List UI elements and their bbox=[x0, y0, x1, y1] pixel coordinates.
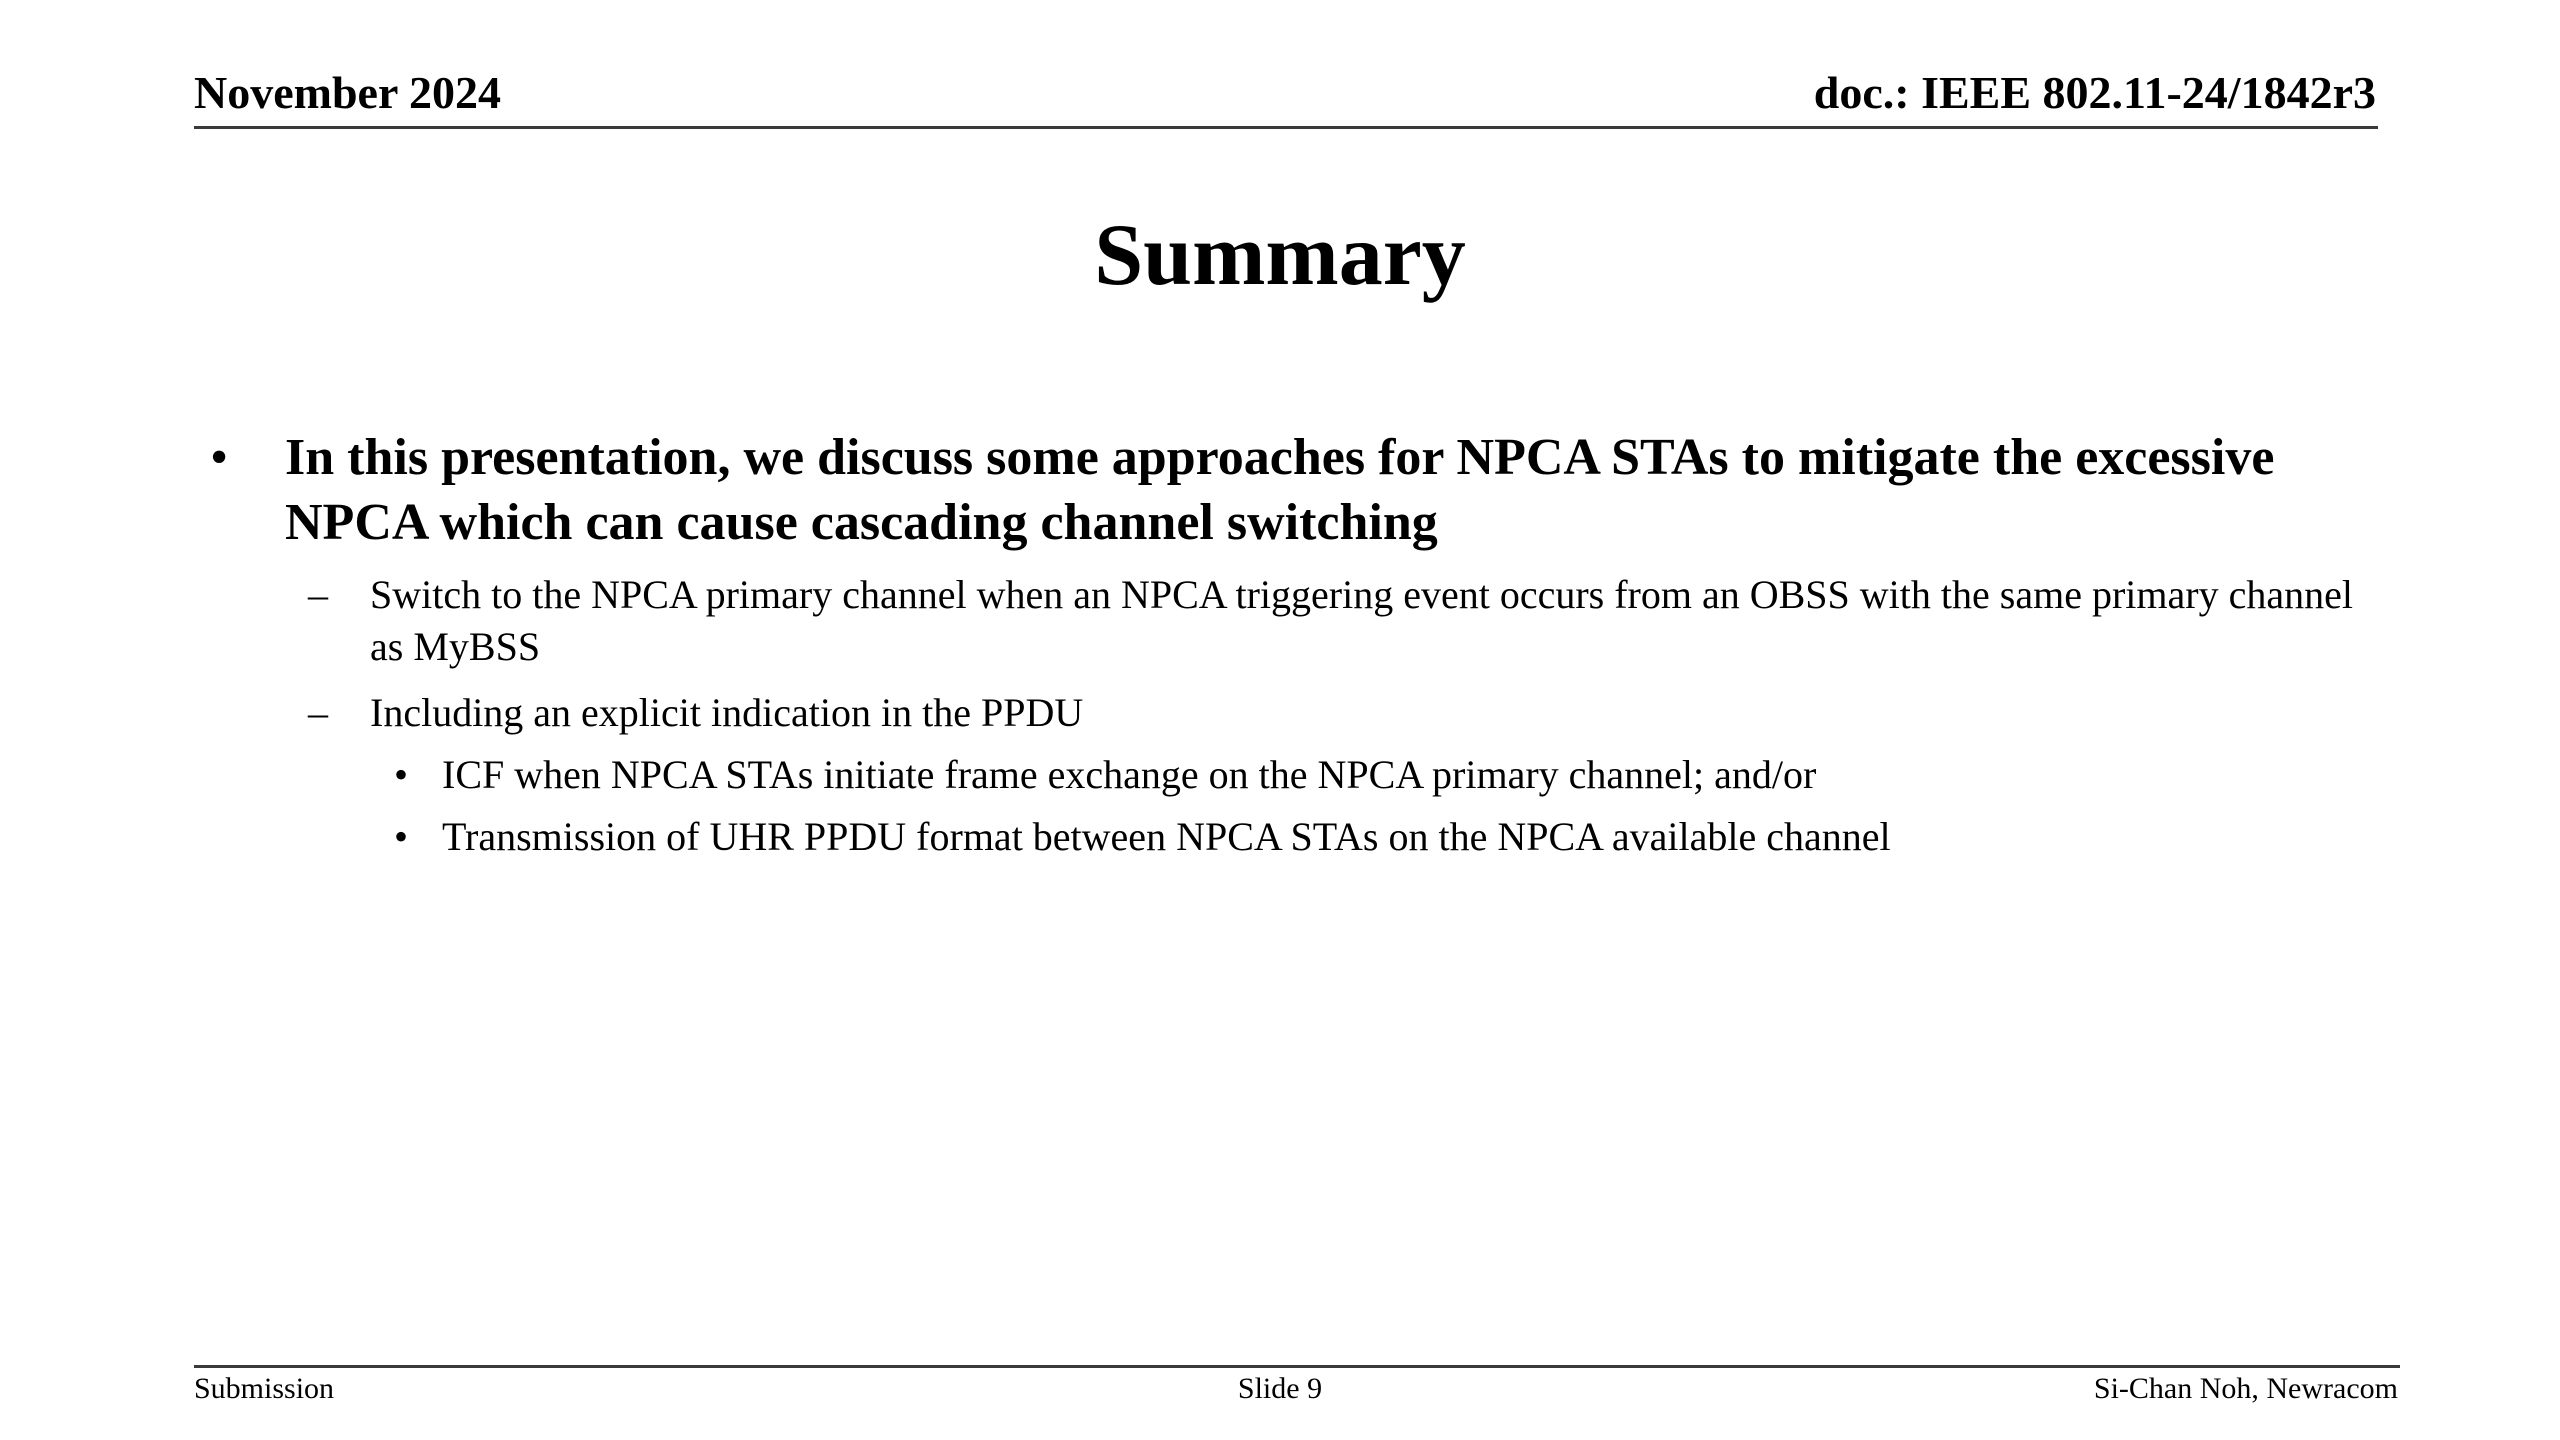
bullet-dash-icon: – bbox=[308, 690, 328, 735]
bullet-dash-icon: – bbox=[308, 572, 328, 617]
bullet-level3 bbox=[194, 811, 2384, 863]
bullet-level1 bbox=[194, 425, 2384, 555]
slide-title: Summary bbox=[1094, 207, 1466, 304]
footer-divider bbox=[194, 1365, 2400, 1368]
bullet-text: ICF when NPCA STAs initiate frame exchange on the NPCA primary channel; and/or bbox=[442, 752, 1817, 797]
bullet-text: Switch to the NPCA primary channel when an NPCA triggering event occurs from an OBSS with the same primary channel as MyBSS bbox=[370, 572, 2353, 669]
footer-slide-number: Slide 9 bbox=[1237, 1372, 1323, 1405]
bullet-dot-icon: • bbox=[210, 429, 229, 486]
bullet-level2 bbox=[194, 569, 2384, 673]
bullet-level3 bbox=[194, 749, 2384, 801]
bullet-text: In this presentation, we discuss some approaches for NPCA STAs to mitigate the excessive NPCA which can cause cascading channel switching bbox=[285, 429, 2275, 551]
header-date: November 2024 bbox=[194, 67, 502, 118]
slide-body bbox=[194, 425, 2384, 863]
header-divider bbox=[194, 126, 2378, 129]
bullet-text: Including an explicit indication in the PPDU bbox=[370, 690, 1084, 735]
footer-author: Si-Chan Noh, Newracom bbox=[2093, 1372, 2398, 1405]
bullet-dot-icon: • bbox=[394, 814, 409, 859]
header-doc-id: doc.: IEEE 802.11-24/1842r3 bbox=[1813, 67, 2376, 118]
footer-submission: Submission bbox=[194, 1372, 335, 1405]
bullet-dot-icon: • bbox=[394, 752, 409, 797]
bullet-text: Transmission of UHR PPDU format between NPCA STAs on the NPCA available channel bbox=[442, 814, 1891, 859]
bullet-level2 bbox=[194, 687, 2384, 739]
